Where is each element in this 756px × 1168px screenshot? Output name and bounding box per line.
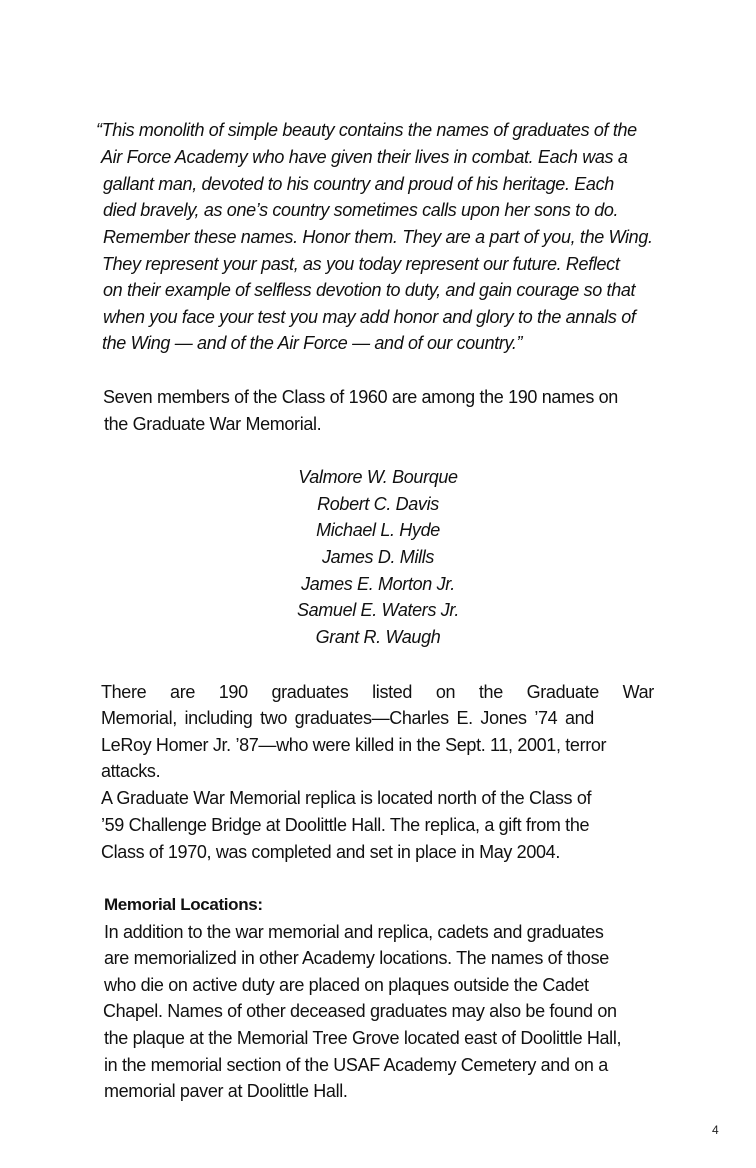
word: There <box>101 682 147 702</box>
graduates-line: attacks. <box>101 761 161 781</box>
intro-line: the Graduate War Memorial. <box>104 414 322 434</box>
name-item: James E. Morton Jr. <box>301 574 455 594</box>
quote-line: Remember these names. Honor them. They are a part of you, the Wing. <box>103 227 653 247</box>
word: 190 <box>218 682 248 702</box>
graduates-line: Memorial, including two graduates—Charles E. Jones ’74 and <box>101 708 594 728</box>
word: the <box>478 682 503 702</box>
name-item: Robert C. Davis <box>317 494 439 514</box>
section-heading: Memorial Locations: <box>104 895 263 914</box>
page-number: 4 <box>712 1123 719 1137</box>
quote-line: gallant man, devoted to his country and proud of his heritage. Each <box>103 174 614 194</box>
locations-line: the plaque at the Memorial Tree Grove located east of Doolittle Hall, <box>104 1028 622 1048</box>
word: on <box>435 682 456 702</box>
quote-line: They represent your past, as you today represent our future. Reflect <box>102 254 620 274</box>
locations-line: are memorialized in other Academy locations. The names of those <box>104 948 609 968</box>
word: listed <box>372 682 413 702</box>
word: are <box>170 682 195 702</box>
quote-line: died bravely, as one’s country sometimes calls upon her sons to do. <box>103 200 619 220</box>
name-item: James D. Mills <box>321 547 435 567</box>
word: War <box>622 682 654 702</box>
locations-line: Chapel. Names of other deceased graduates may also be found on <box>103 1001 617 1021</box>
name-item: Grant R. Waugh <box>315 627 441 647</box>
replica-line: A Graduate War Memorial replica is located north of the Class of <box>101 788 592 808</box>
quote-line: the Wing — and of the Air Force — and of our country.” <box>102 333 523 353</box>
quote-line: when you face your test you may add honor and glory to the annals of <box>103 307 636 327</box>
quote-line: “This monolith of simple beauty contains the names of graduates of the <box>96 120 637 140</box>
quote-line: Air Force Academy who have given their lives in combat. Each was a <box>101 147 628 167</box>
locations-line: memorial paver at Doolittle Hall. <box>104 1081 348 1101</box>
name-item: Samuel E. Waters Jr. <box>296 600 460 620</box>
graduates-line-justified <box>101 679 654 705</box>
replica-line: Class of 1970, was completed and set in place in May 2004. <box>101 842 560 862</box>
locations-line: in the memorial section of the USAF Academy Cemetery and on a <box>104 1055 608 1075</box>
name-item: Valmore W. Bourque <box>298 467 458 487</box>
locations-line: In addition to the war memorial and replica, cadets and graduates <box>104 922 604 942</box>
word: graduates <box>271 682 349 702</box>
word: Graduate <box>526 682 599 702</box>
quote-line: on their example of selfless devotion to duty, and gain courage so that <box>103 280 636 300</box>
locations-line: who die on active duty are placed on plaques outside the Cadet <box>104 975 589 995</box>
name-item: Michael L. Hyde <box>316 520 440 540</box>
intro-line: Seven members of the Class of 1960 are among the 190 names on <box>103 387 618 407</box>
graduates-line: LeRoy Homer Jr. ’87—who were killed in the Sept. 11, 2001, terror <box>101 735 607 755</box>
replica-line: ’59 Challenge Bridge at Doolittle Hall. The replica, a gift from the <box>101 815 590 835</box>
